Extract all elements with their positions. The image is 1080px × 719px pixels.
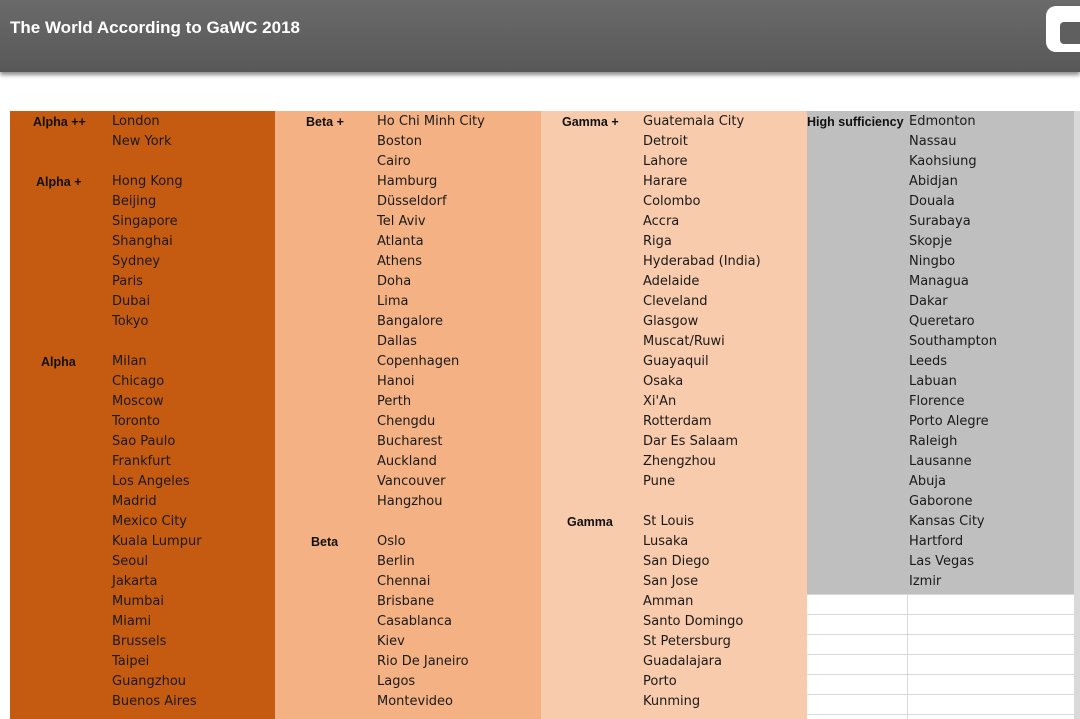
tier-label-alpha-plus-plus: Alpha ++ <box>33 115 86 129</box>
city-name: Amman <box>643 594 694 609</box>
empty-cells <box>807 594 1074 719</box>
city-name: Riga <box>643 234 672 249</box>
city-name: Dallas <box>377 334 417 349</box>
city-name: Kaohsiung <box>909 154 977 169</box>
tier-label-gamma-plus: Gamma + <box>562 115 619 129</box>
city-name: Surabaya <box>909 214 971 229</box>
city-name: Chicago <box>112 374 165 389</box>
city-name: London <box>112 114 160 129</box>
city-name: Harare <box>643 174 688 189</box>
city-name: Guangzhou <box>112 674 187 689</box>
city-name: Edmonton <box>909 114 976 129</box>
city-name: Dakar <box>909 294 948 309</box>
empty-row <box>112 152 202 172</box>
city-name: Lusaka <box>643 534 689 549</box>
city-name: Düsseldorf <box>377 194 447 209</box>
city-name: Copenhagen <box>377 354 460 369</box>
high-sufficiency-city-list <box>909 112 997 592</box>
city-name: Lahore <box>643 154 688 169</box>
city-name: Bucharest <box>377 434 443 449</box>
alpha-city-list <box>112 112 202 712</box>
city-name: Paris <box>112 274 143 289</box>
city-name: Auckland <box>377 454 437 469</box>
city-name: Cleveland <box>643 294 708 309</box>
city-name: Adelaide <box>643 274 700 289</box>
city-name: Perth <box>377 394 412 409</box>
city-name: Abidjan <box>909 174 958 189</box>
city-name: Lima <box>377 294 409 309</box>
city-name: Boston <box>377 134 422 149</box>
city-name: Muscat/Ruwi <box>643 334 725 349</box>
city-name: Guadalajara <box>643 654 722 669</box>
city-name: Buenos Aires <box>112 694 197 709</box>
empty-row <box>112 332 202 352</box>
city-name: St Petersburg <box>643 634 731 649</box>
city-name: Raleigh <box>909 434 958 449</box>
city-name: Kuala Lumpur <box>112 534 202 549</box>
city-name: New York <box>112 134 172 149</box>
city-name: Colombo <box>643 194 701 209</box>
city-name: Sydney <box>112 254 161 269</box>
city-name: Santo Domingo <box>643 614 744 629</box>
city-name: Tel Aviv <box>377 214 426 229</box>
city-name: Toronto <box>112 414 160 429</box>
city-name: Managua <box>909 274 969 289</box>
city-name: Kansas City <box>909 514 985 529</box>
city-name: Atlanta <box>377 234 424 249</box>
tier-label-alpha: Alpha <box>41 355 76 369</box>
city-name: Beijing <box>112 194 157 209</box>
city-name: Seoul <box>112 554 149 569</box>
empty-row <box>377 512 485 532</box>
city-name: Accra <box>643 214 680 229</box>
city-name: Hartford <box>909 534 964 549</box>
city-name: Florence <box>909 394 965 409</box>
city-name: Ho Chi Minh City <box>377 114 485 129</box>
city-name: Casablanca <box>377 614 452 629</box>
city-name: Lagos <box>377 674 416 689</box>
city-name: Oslo <box>377 534 406 549</box>
city-name: Bangalore <box>377 314 443 329</box>
city-name: Rio De Janeiro <box>377 654 469 669</box>
city-name: Hangzhou <box>377 494 443 509</box>
city-name: Osaka <box>643 374 684 389</box>
city-name: Lausanne <box>909 454 972 469</box>
city-name: Miami <box>112 614 152 629</box>
city-name: Moscow <box>112 394 164 409</box>
city-name: Singapore <box>112 214 178 229</box>
city-name: Mumbai <box>112 594 164 609</box>
city-name: Brussels <box>112 634 167 649</box>
city-name: Guatemala City <box>643 114 745 129</box>
city-name: Taipei <box>112 654 150 669</box>
city-table <box>10 111 1074 719</box>
city-name: Montevideo <box>377 694 454 709</box>
city-name: Las Vegas <box>909 554 974 569</box>
city-name: Glasgow <box>643 314 699 329</box>
city-name: Chennai <box>377 574 431 589</box>
city-name: Rotterdam <box>643 414 712 429</box>
city-name: Sao Paulo <box>112 434 176 449</box>
city-name: Brisbane <box>377 594 435 609</box>
tier-label-beta: Beta <box>311 535 339 549</box>
city-name: San Jose <box>643 574 699 589</box>
city-name: Nassau <box>909 134 957 149</box>
tier-label-high-sufficiency: High sufficiency <box>807 115 904 129</box>
city-name: Dar Es Salaam <box>643 434 738 449</box>
tier-label-beta-plus: Beta + <box>306 115 344 129</box>
city-name: Hong Kong <box>112 174 183 189</box>
city-name: Los Angeles <box>112 474 190 489</box>
city-name: Athens <box>377 254 423 269</box>
city-name: Dubai <box>112 294 151 309</box>
title-bar <box>0 0 1080 72</box>
city-name: Vancouver <box>377 474 446 489</box>
tier-label-gamma: Gamma <box>567 515 613 529</box>
page-title: The World According to GaWC 2018 <box>10 18 300 37</box>
tier-label-alpha-plus: Alpha + <box>36 175 82 189</box>
beta-city-list <box>377 112 485 712</box>
city-name: Pune <box>643 474 676 489</box>
city-name: Hyderabad (India) <box>643 254 761 269</box>
city-name: Zhengzhou <box>643 454 716 469</box>
city-name: Abuja <box>909 474 946 489</box>
city-name: Southampton <box>909 334 997 349</box>
city-name: Labuan <box>909 374 957 389</box>
city-name: Ningbo <box>909 254 956 269</box>
city-name: Berlin <box>377 554 415 569</box>
column-edge <box>1074 111 1080 719</box>
city-name: Gaborone <box>909 494 973 509</box>
city-name: Detroit <box>643 134 688 149</box>
city-name: Milan <box>112 354 147 369</box>
gamma-city-list <box>643 112 761 712</box>
city-name: Madrid <box>112 494 157 509</box>
city-name: Leeds <box>909 354 948 369</box>
logo-icon <box>1046 6 1080 52</box>
city-name: Xi'An <box>643 394 677 409</box>
city-name: Izmir <box>909 574 942 589</box>
city-name: Mexico City <box>112 514 188 529</box>
city-name: Kunming <box>643 694 701 709</box>
city-name: Hamburg <box>377 174 438 189</box>
city-name: Skopje <box>909 234 953 249</box>
city-name: Guayaquil <box>643 354 709 369</box>
city-name: Shanghai <box>112 234 173 249</box>
city-name: Chengdu <box>377 414 436 429</box>
city-name: Jakarta <box>112 574 158 589</box>
empty-row <box>643 492 761 512</box>
city-name: St Louis <box>643 514 695 529</box>
city-name: Douala <box>909 194 955 209</box>
city-name: Porto Alegre <box>909 414 989 429</box>
city-name: Porto <box>643 674 677 689</box>
city-name: Frankfurt <box>112 454 171 469</box>
city-name: Tokyo <box>112 314 149 329</box>
city-name: Queretaro <box>909 314 975 329</box>
city-name: Doha <box>377 274 412 289</box>
city-name: San Diego <box>643 554 710 569</box>
city-name: Cairo <box>377 154 411 169</box>
city-name: Hanoi <box>377 374 415 389</box>
city-name: Kiev <box>377 634 405 649</box>
